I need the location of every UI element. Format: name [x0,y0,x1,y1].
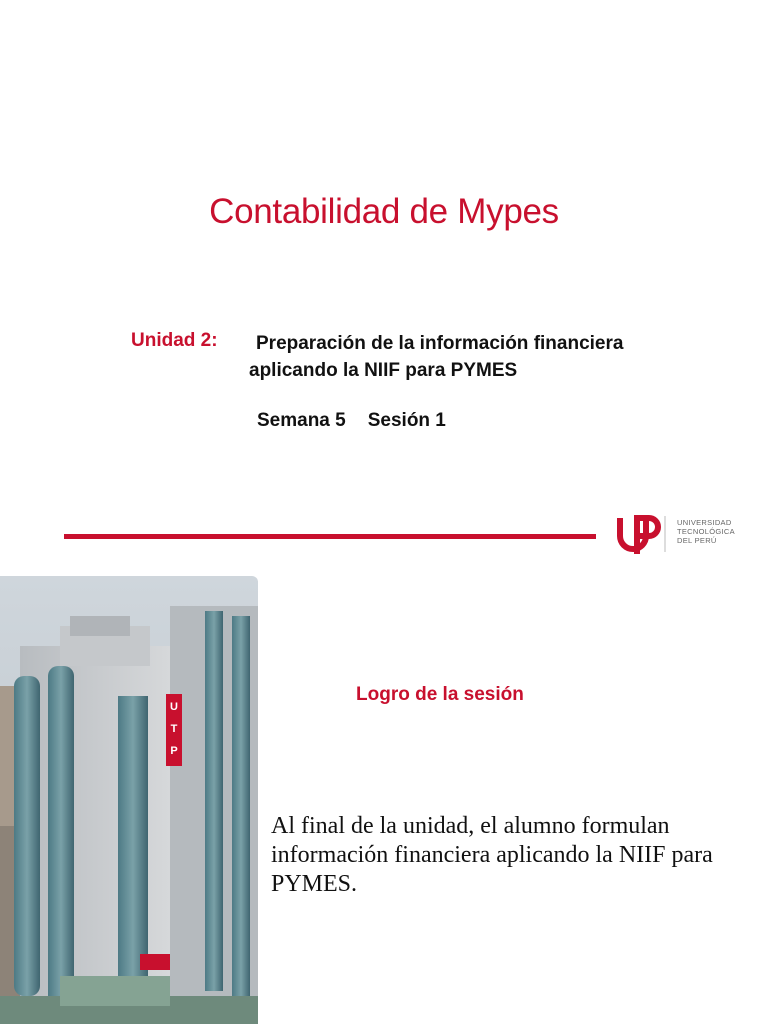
unidad-label: Unidad 2: [131,330,218,351]
sign-letter-t: T [170,723,178,735]
university-name [677,518,735,545]
sign-letter-u: U [170,701,178,713]
logo-line-1: UNIVERSIDAD [677,518,732,527]
session-info [257,410,446,432]
logro-heading: Logro de la sesión [356,684,524,705]
logro-text: Al final de la unidad, el alumno formulan información financiera aplicando la NIIF para PYMES. [271,813,713,897]
unidad-line-2: aplicando la NIIF para PYMES [249,360,518,381]
logo-line-2: TECNOLÓGICA [677,527,735,536]
building-illustration [0,576,258,1024]
sesion-label: Sesión 1 [367,410,446,431]
semana-label: Semana 5 [257,410,346,431]
unidad-description [249,330,624,384]
divider-line [64,534,596,539]
logo-line-3: DEL PERÚ [677,536,717,545]
building-photo [0,576,258,1024]
sign-letter-p: P [170,745,178,757]
unidad-line-1: Preparación de la información financiera [256,333,624,354]
slide-title: Contabilidad de Mypes [209,192,559,231]
